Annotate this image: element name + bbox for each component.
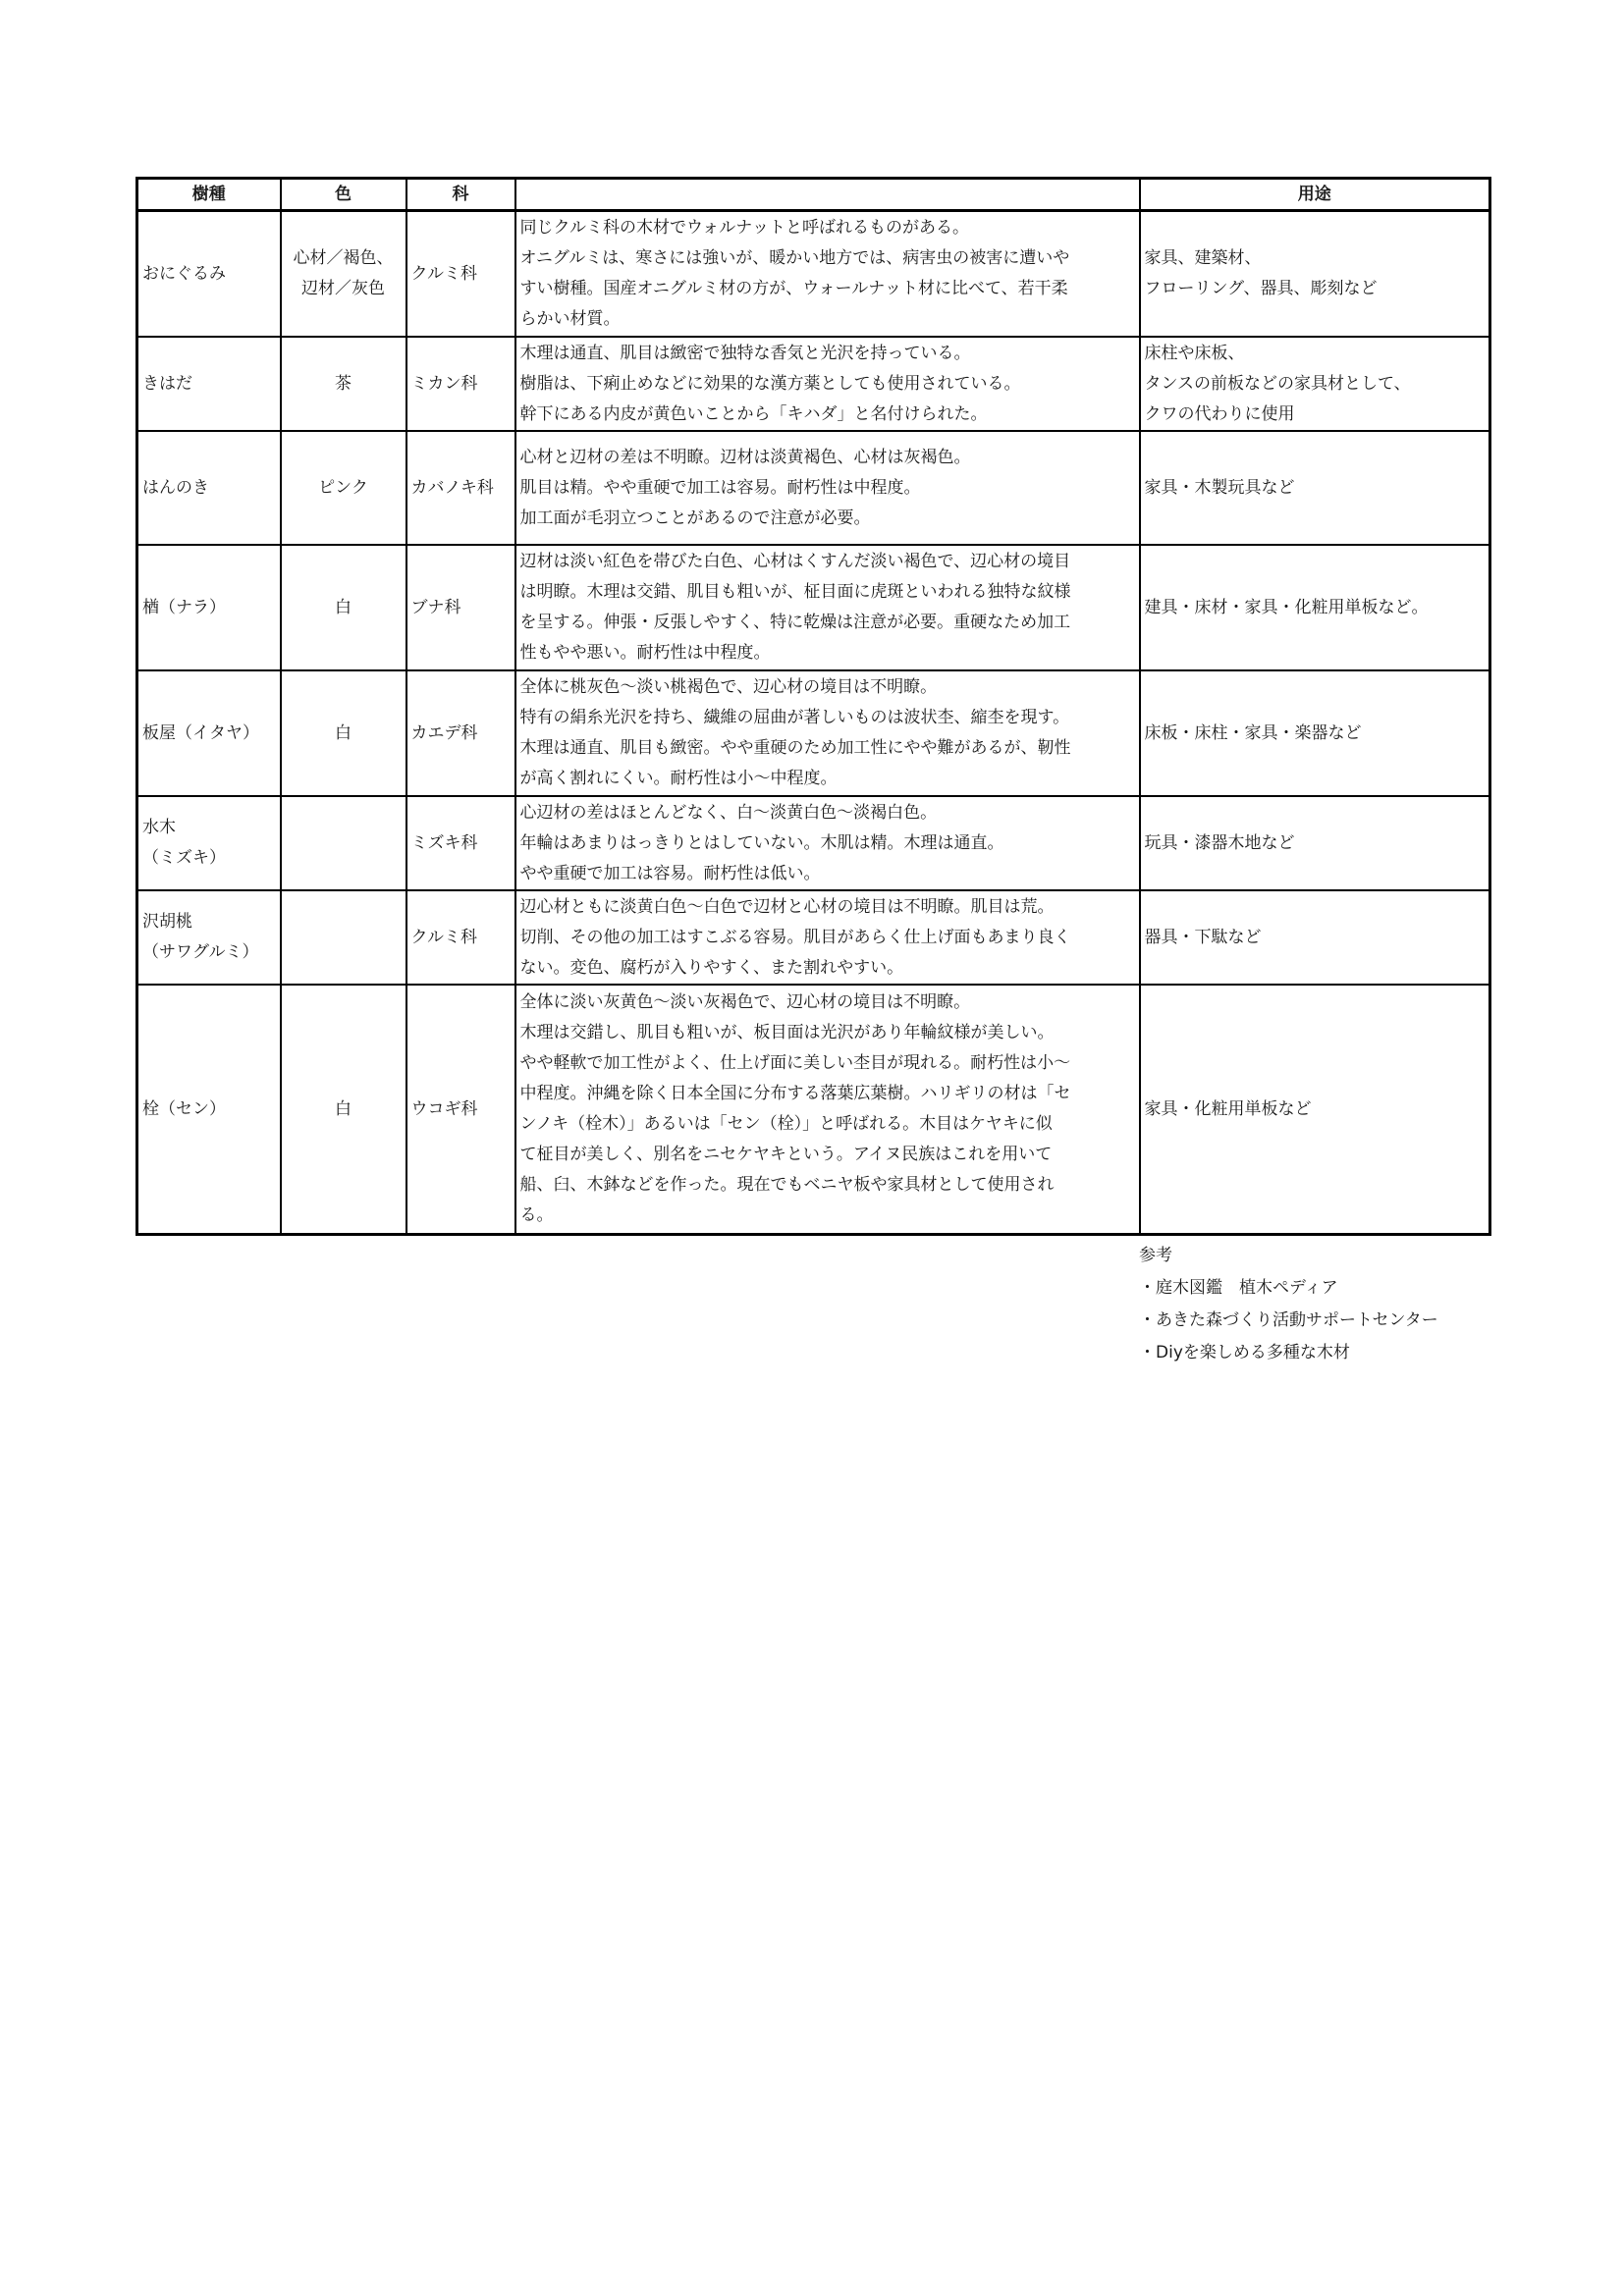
description-cell	[515, 431, 1140, 545]
usage-line: 家具・木製玩具など	[1144, 477, 1295, 498]
family-cell: ミカン科	[406, 337, 515, 431]
color-line: 白	[335, 597, 352, 617]
usage-line: 床板・床柱・家具・楽器など	[1144, 722, 1362, 743]
description-line: オニグルミは、寒さには強いが、暖かい地方では、病害虫の被害に遭いや	[519, 248, 1070, 268]
description-line: 心材と辺材の差は不明瞭。辺材は淡黄褐色、心材は灰褐色。	[519, 447, 971, 467]
description-line: ない。変色、腐朽が入りやすく、また割れやすい。	[519, 957, 904, 978]
color-line: 白	[335, 722, 352, 743]
header-usage: 用途	[1140, 179, 1490, 211]
color-line: 白	[335, 1098, 352, 1119]
color-line: 心材／褐色、	[293, 248, 394, 268]
description-line: らかい材質。	[519, 309, 621, 329]
color-cell	[281, 431, 406, 545]
species-name-line: 楢（ナラ）	[142, 597, 226, 617]
color-cell	[281, 211, 406, 338]
description-line: 心辺材の差はほとんどなく、白～淡黄白色～淡褐白色。	[519, 802, 938, 823]
color-line: 辺材／灰色	[301, 279, 385, 298]
species-name-line: （サワグルミ）	[142, 942, 259, 962]
description-line: は明瞭。木理は交錯、肌目も粗いが、柾目面に虎斑といわれる独特な紋様	[519, 582, 1071, 602]
usage-cell	[1140, 796, 1490, 890]
description-line: 肌目は精。やや重硬で加工は容易。耐朽性は中程度。	[519, 477, 921, 498]
reference-item: ・Diyを楽しめる多種な木材	[1139, 1343, 1350, 1362]
header-species: 樹種	[137, 179, 281, 211]
references	[1139, 1240, 1438, 1369]
description-line: すい樹種。国産オニグルミ材の方が、ウォールナット材に比べて、若干柔	[519, 279, 1068, 298]
usage-cell	[1140, 890, 1490, 985]
species-name-line: はんのき	[142, 477, 209, 498]
header-family: 科	[406, 179, 515, 211]
header-description	[515, 179, 1140, 211]
usage-line: 建具・床材・家具・化粧用単板など。	[1144, 597, 1429, 617]
usage-line: 家具・化粧用単板など	[1144, 1098, 1312, 1119]
description-cell	[515, 890, 1140, 985]
species-name-cell	[137, 211, 281, 338]
references-heading: 参考	[1139, 1246, 1172, 1265]
usage-line: フローリング、器具、彫刻など	[1144, 279, 1378, 298]
wood-species-table	[135, 177, 1491, 1236]
description-line: 年輪はあまりはっきりとはしていない。木肌は精。木理は通直。	[519, 832, 1004, 853]
reference-item: ・あきた森づくり活動サポートセンター	[1139, 1310, 1438, 1330]
description-line: 性もやや悪い。耐朽性は中程度。	[519, 643, 771, 663]
description-line: 中程度。沖縄を除く日本全国に分布する落葉広葉樹。ハリギリの材は「セ	[519, 1084, 1071, 1103]
species-name-cell	[137, 545, 281, 670]
table-row	[137, 890, 1490, 985]
species-name-line: おにぐるみ	[142, 263, 226, 284]
description-line: 同じクルミ科の木材でウォルナットと呼ばれるものがある。	[519, 218, 969, 238]
usage-line: クワの代わりに使用	[1144, 403, 1295, 424]
description-line: 全体に桃灰色～淡い桃褐色で、辺心材の境目は不明瞭。	[519, 677, 938, 697]
color-line: ピンク	[318, 477, 368, 498]
description-line: 幹下にある内皮が黄色いことから「キハダ」と名付けられた。	[519, 403, 988, 424]
species-name-cell	[137, 985, 281, 1235]
color-line: 茶	[335, 373, 352, 394]
description-line: 加工面が毛羽立つことがあるので注意が必要。	[519, 507, 871, 528]
description-line: やや軽軟で加工性がよく、仕上げ面に美しい杢目が現れる。耐朽性は小～	[519, 1053, 1071, 1073]
species-name-cell	[137, 890, 281, 985]
usage-line: 器具・下駄など	[1144, 927, 1262, 947]
table-row	[137, 545, 1490, 670]
family-cell: カバノキ科	[406, 431, 515, 545]
usage-cell	[1140, 985, 1490, 1235]
description-line: 全体に淡い灰黄色～淡い灰褐色で、辺心材の境目は不明瞭。	[519, 992, 971, 1012]
family-cell: クルミ科	[406, 890, 515, 985]
description-line: て柾目が美しく、別名をニセケヤキという。アイヌ民族はこれを用いて	[519, 1145, 1053, 1164]
species-name-line: 沢胡桃	[142, 912, 192, 932]
family-cell: ミズキ科	[406, 796, 515, 890]
color-cell	[281, 545, 406, 670]
species-name-cell	[137, 431, 281, 545]
description-line: 樹脂は、下痢止めなどに効果的な漢方薬としても使用されている。	[519, 373, 1021, 394]
reference-item: ・庭木図鑑 植木ペディア	[1139, 1278, 1338, 1298]
table-header-row	[137, 179, 1490, 211]
usage-cell	[1140, 211, 1490, 338]
species-name-line: 板屋（イタヤ）	[142, 722, 259, 743]
usage-cell	[1140, 431, 1490, 545]
family-cell: カエデ科	[406, 670, 515, 796]
color-cell	[281, 670, 406, 796]
family-cell: ウコギ科	[406, 985, 515, 1235]
description-line: 特有の絹糸光沢を持ち、繊維の屈曲が著しいものは波状杢、縮杢を現す。	[519, 708, 1070, 727]
species-name-line: 栓（セン）	[142, 1098, 226, 1119]
description-line: 木理は通直、肌目は緻密で独特な香気と光沢を持っている。	[519, 343, 971, 363]
description-cell	[515, 337, 1140, 431]
description-line: 切削、その他の加工はすこぶる容易。肌目があらく仕上げ面もあまり良く	[519, 927, 1071, 947]
description-cell	[515, 985, 1140, 1235]
wood-species-sheet	[135, 177, 1489, 1362]
description-cell	[515, 545, 1140, 670]
species-name-line: （ミズキ）	[142, 848, 226, 868]
table-body	[137, 211, 1490, 1235]
description-line: 辺材は淡い紅色を帯びた白色、心材はくすんだ淡い褐色で、辺心材の境目	[519, 552, 1071, 571]
family-cell: ブナ科	[406, 545, 515, 670]
description-cell	[515, 670, 1140, 796]
species-name-cell	[137, 337, 281, 431]
description-line: 辺心材ともに淡黄白色～白色で辺材と心材の境目は不明瞭。肌目は荒。	[519, 896, 1055, 917]
usage-line: タンスの前板などの家具材として、	[1144, 373, 1411, 394]
description-line: を呈する。伸張・反張しやすく、特に乾燥は注意が必要。重硬なため加工	[519, 613, 1071, 632]
usage-cell	[1140, 670, 1490, 796]
species-name-line: きはだ	[142, 373, 192, 394]
table-row	[137, 337, 1490, 431]
description-line: が高く割れにくい。耐朽性は小～中程度。	[519, 769, 838, 788]
description-cell	[515, 796, 1140, 890]
table-row	[137, 431, 1490, 545]
usage-line: 玩具・漆器木地など	[1144, 832, 1295, 853]
description-line: 船、臼、木鉢などを作った。現在でもベニヤ板や家具材として使用され	[519, 1175, 1055, 1195]
description-line: る。	[519, 1205, 554, 1225]
description-line: 木理は交錯し、肌目も粗いが、板目面は光沢があり年輪紋様が美しい。	[519, 1023, 1055, 1042]
usage-cell	[1140, 545, 1490, 670]
description-line: やや重硬で加工は容易。耐朽性は低い。	[519, 863, 821, 883]
description-line: ンノキ（栓木）」あるいは「セン（栓）」と呼ばれる。木目はケヤキに似	[519, 1114, 1053, 1134]
usage-line: 家具、建築材、	[1144, 248, 1262, 268]
color-cell	[281, 890, 406, 985]
description-cell	[515, 211, 1140, 338]
header-color: 色	[281, 179, 406, 211]
table-row	[137, 985, 1490, 1235]
table-row	[137, 796, 1490, 890]
usage-cell	[1140, 337, 1490, 431]
table-row	[137, 670, 1490, 796]
color-cell	[281, 796, 406, 890]
description-line: 木理は通直、肌目も緻密。やや重硬のため加工性にやや難があるが、靭性	[519, 738, 1071, 758]
family-cell: クルミ科	[406, 211, 515, 338]
species-name-cell	[137, 670, 281, 796]
species-name-cell	[137, 796, 281, 890]
usage-line: 床柱や床板、	[1144, 343, 1245, 363]
species-name-line: 水木	[142, 818, 176, 837]
table-row	[137, 211, 1490, 338]
color-cell	[281, 985, 406, 1235]
color-cell	[281, 337, 406, 431]
